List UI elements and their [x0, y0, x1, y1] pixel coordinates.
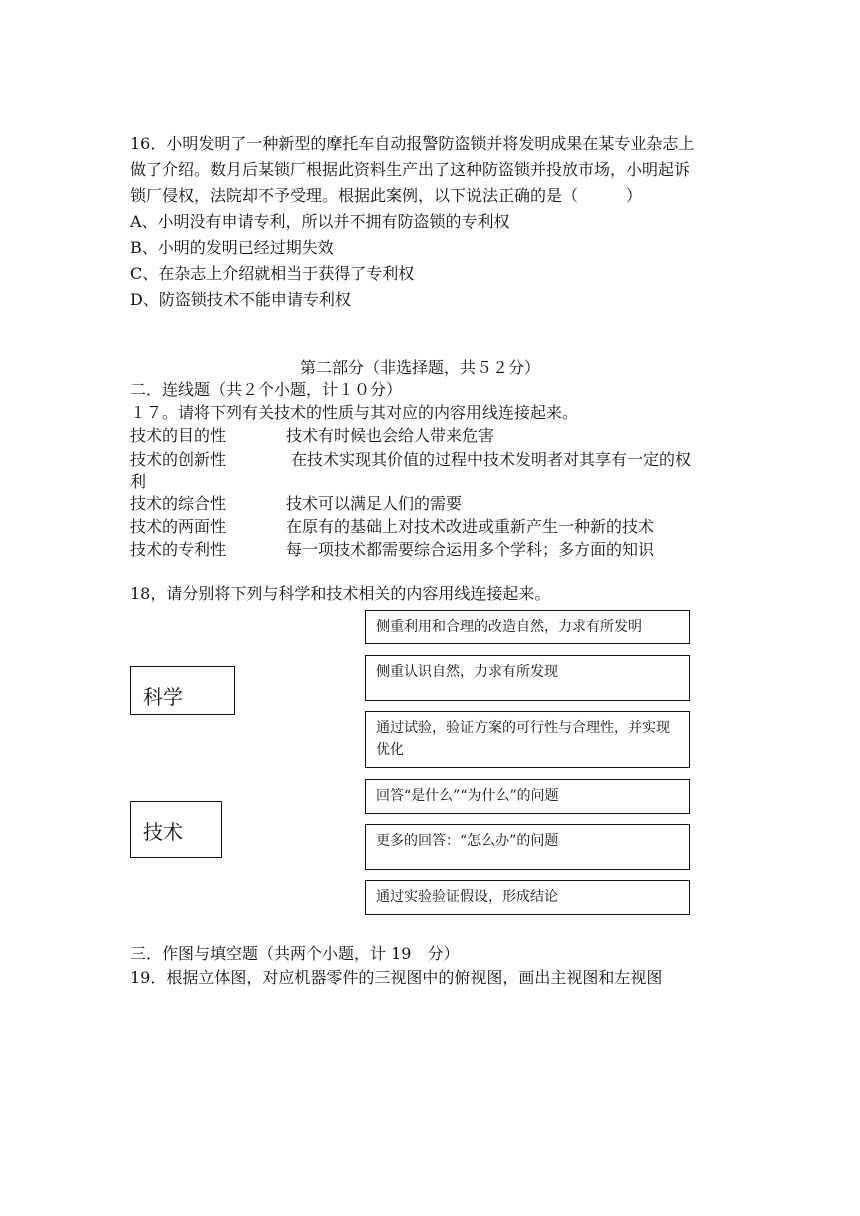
section2-title: 二．连线题（共２个小题，计１０分）	[130, 380, 403, 399]
q16-option-a: A、小明没有申请专利，所以并不拥有防盗锁的专利权	[130, 212, 510, 231]
q17-left-item: 技术的目的性	[130, 426, 227, 445]
q17-right-item: 技术可以满足人们的需要	[286, 494, 463, 513]
q17-left-item: 技术的创新性	[130, 450, 227, 469]
statement-box: 回答“是什么”“为什么”的问题	[365, 779, 690, 814]
statement-box: 侧重认识自然，力求有所发现	[365, 655, 690, 701]
q17-left-item: 技术的专利性	[130, 540, 227, 559]
q17-right-item: 每一项技术都需要综合运用多个学科；多方面的知识	[286, 540, 655, 559]
q17-right-item: 在技术实现其价值的过程中技术发明者对其享有一定的权	[291, 450, 692, 469]
q17-left-item: 技术的综合性	[130, 494, 227, 513]
section3-title: 三．作图与填空题（共两个小题，计 19 分）	[130, 944, 460, 963]
q17-right-item: 在原有的基础上对技术改进或重新产生一种新的技术	[286, 517, 655, 536]
q17-right-item: 技术有时候也会给人带来危害	[286, 426, 495, 445]
part2-title: 第二部分（非选择题，共５２分）	[300, 358, 541, 377]
q16-stem-line-2: 做了介绍。数月后某锁厂根据此资料生产出了这种防盗锁并投放市场，小明起诉	[130, 160, 691, 179]
q17-stem: １７。请将下列有关技术的性质与其对应的内容用线连接起来。	[130, 403, 579, 422]
science-box: 科学	[130, 666, 235, 715]
q16-option-c: C、在杂志上介绍就相当于获得了专利权	[130, 264, 415, 283]
q16-option-d: D、防盗锁技术不能申请专利权	[130, 290, 351, 309]
technology-box: 技术	[130, 801, 222, 858]
q17-wrapped-text: 利	[130, 472, 147, 491]
q17-left-item: 技术的两面性	[130, 517, 227, 536]
statement-box: 通过实验验证假设，形成结论	[365, 880, 690, 915]
q18-stem: 18，请分别将下列与科学和技术相关的内容用线连接起来。	[130, 584, 551, 603]
q16-option-b: B、小明的发明已经过期失效	[130, 238, 334, 257]
q16-stem-line-1: 16．小明发明了一种新型的摩托车自动报警防盗锁并将发明成果在某专业杂志上	[130, 134, 695, 153]
statement-box: 更多的回答：“怎么办”的问题	[365, 824, 690, 870]
statement-box: 侧重利用和合理的改造自然，力求有所发明	[365, 610, 690, 644]
q16-stem-line-3: 锁厂侵权，法院却不予受理。根据此案例，以下说法正确的是（ ）	[130, 186, 643, 205]
statement-box: 通过试验，验证方案的可行性与合理性，并实现优化	[365, 711, 690, 768]
q19-stem: 19．根据立体图，对应机器零件的三视图中的俯视图，画出主视图和左视图	[130, 968, 663, 987]
